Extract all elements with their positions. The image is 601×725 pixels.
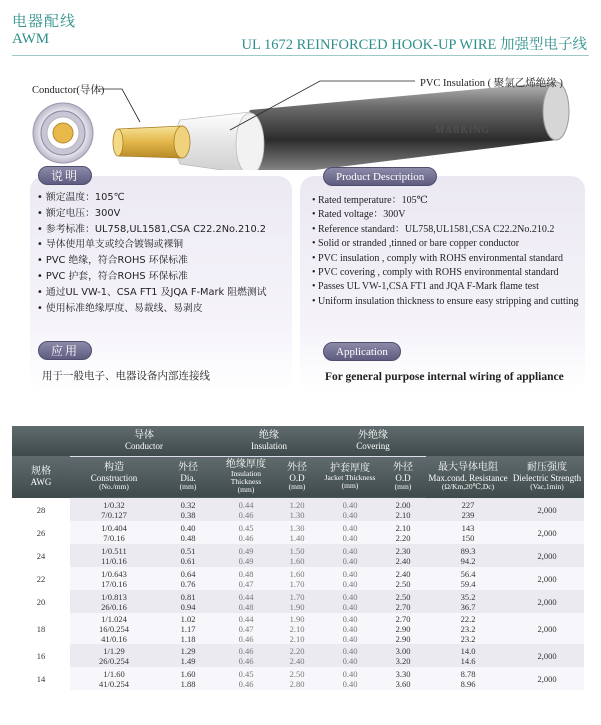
col-header-resistance: 最大导体电阻 Max.cond. Resistance (Ω/Km,20℃,Dc) [426, 456, 510, 498]
cell-jacket-thickness: 0.40 0.40 [320, 544, 380, 567]
col-header-insulation-od: 外径 O.D (mm) [274, 456, 320, 498]
list-item: • 额定温度：105℃ [37, 190, 292, 206]
cell-insulation-thickness: 0.46 0.46 [218, 644, 274, 667]
cell-covering-od: 2.50 2.70 [380, 590, 426, 613]
list-item: • 参考标准：UL758,UL1581,CSA C22.2No.210.2 [37, 222, 292, 238]
col-header-awg: 规格 AWG [12, 456, 70, 498]
cell-covering-od: 2.30 2.40 [380, 544, 426, 567]
cell-dia: 0.64 0.76 [158, 567, 218, 590]
product-title: UL 1672 REINFORCED HOOK-UP WIRE 加强型电子线 [241, 37, 587, 53]
list-item: • Rated temperature：105℃ [312, 194, 594, 208]
cell-awg: 20 [36, 596, 46, 607]
heading-description-cn: 说明 [38, 166, 92, 185]
cell-jacket-thickness: 0.40 0.40 [320, 644, 380, 667]
group-covering: 外绝缘 Covering [320, 426, 426, 456]
cell-dielectric: 2,000 [510, 590, 584, 613]
table-row [12, 667, 584, 690]
cell-construction: 1/0.404 7/0.16 [70, 521, 158, 544]
list-item: • Rated voltage：300V [312, 208, 594, 222]
cell-insulation-thickness: 0.49 0.49 [218, 544, 274, 567]
list-item: • 使用标准绝缘厚度、易裁线、易剥皮 [37, 301, 292, 317]
cell-construction: 1/0.643 17/0.16 [70, 567, 158, 590]
col-header-covering-od: 外径 O.D (mm) [380, 456, 426, 498]
table-row [12, 521, 584, 544]
marking-text: MARKING [435, 125, 490, 136]
heading-description-en: Product Description [323, 167, 437, 186]
header-divider [12, 55, 589, 56]
group-conductor: 导体 Conductor [70, 426, 218, 456]
list-item: • 额定电压：300V [37, 206, 292, 222]
cell-dielectric: 2,000 [510, 498, 584, 521]
col-header-dia: 外径 Dia. (mm) [158, 456, 218, 498]
header-en-title: AWM [12, 31, 50, 47]
cell-awg: 28 [36, 504, 46, 515]
table-row [12, 644, 584, 667]
cell-insulation-od: 2.50 2.80 [274, 667, 320, 690]
cell-insulation-thickness: 0.45 0.46 [218, 667, 274, 690]
col-header-dielectric: 耐压强度 Dielectric Strength (Vac,1min) [510, 456, 584, 498]
cell-dielectric: 2,000 [510, 667, 584, 690]
conductor-label: Conductor(导体) [32, 85, 105, 96]
cell-insulation-thickness: 0.44 0.47 0.46 [218, 613, 274, 644]
cell-jacket-thickness: 0.40 0.40 [320, 667, 380, 690]
cell-jacket-thickness: 0.40 0.40 [320, 590, 380, 613]
col-header-jacket-thickness: 护套厚度 Jacket Thickness (mm) [320, 456, 380, 498]
list-item: • Passes UL VW-1,CSA FT1 and JQA F-Mark flame test [312, 280, 594, 294]
cell-insulation-od: 1.50 1.60 [274, 544, 320, 567]
cell-covering-od: 3.30 3.60 [380, 667, 426, 690]
cell-construction: 1/1.024 16/0.254 41/0.16 [70, 613, 158, 644]
cell-insulation-thickness: 0.45 0.46 [218, 521, 274, 544]
cell-dia: 0.32 0.38 [158, 498, 218, 521]
cell-awg: 26 [36, 527, 46, 538]
cell-resistance: 14.0 14.6 [426, 644, 510, 667]
bullet-list-cn [37, 190, 292, 316]
cell-dia: 0.40 0.48 [158, 521, 218, 544]
spec-table-body [12, 498, 584, 690]
cell-covering-od: 2.10 2.20 [380, 521, 426, 544]
cell-resistance: 22.2 23.2 23.2 [426, 613, 510, 644]
list-item: • PVC covering , comply with ROHS environmental standard [312, 266, 594, 280]
list-item: • Solid or stranded ,tinned or bare copper conductor [312, 237, 594, 251]
cell-construction: 1/1.29 26/0.254 [70, 644, 158, 667]
cell-awg: 16 [36, 650, 46, 661]
cell-resistance: 89.3 94.2 [426, 544, 510, 567]
cell-resistance: 56.4 59.4 [426, 567, 510, 590]
cell-dia: 0.51 0.61 [158, 544, 218, 567]
cell-dia: 1.29 1.49 [158, 644, 218, 667]
cell-jacket-thickness: 0.40 0.40 [320, 498, 380, 521]
header-cn-title: 电器配线 [12, 12, 77, 30]
col-header-construction: 构造 Construction (No./mm) [70, 456, 158, 498]
table-row [12, 590, 584, 613]
cell-awg: 18 [36, 623, 46, 634]
table-row [12, 498, 584, 521]
cell-construction: 1/0.813 26/0.16 [70, 590, 158, 613]
cell-construction: 1/0.32 7/0.127 [70, 498, 158, 521]
cell-jacket-thickness: 0.40 0.40 [320, 521, 380, 544]
cell-dielectric: 2,000 [510, 521, 584, 544]
cell-insulation-od: 1.20 1.30 [274, 498, 320, 521]
cell-awg: 22 [36, 573, 46, 584]
cell-insulation-od: 1.70 1.90 [274, 590, 320, 613]
spec-table [12, 426, 584, 690]
cell-insulation-thickness: 0.44 0.48 [218, 590, 274, 613]
list-item: • PVC 护套，符合ROHS 环保标准 [37, 269, 292, 285]
table-row [12, 613, 584, 644]
cell-resistance: 143 150 [426, 521, 510, 544]
cell-dielectric: 2,000 [510, 644, 584, 667]
heading-application-cn: 应用 [38, 341, 92, 360]
cell-insulation-thickness: 0.44 0.46 [218, 498, 274, 521]
cell-insulation-thickness: 0.48 0.47 [218, 567, 274, 590]
list-item: • PVC insulation , comply with ROHS environmental standard [312, 252, 594, 266]
cell-dielectric: 2,000 [510, 613, 584, 644]
application-text-en: For general purpose internal wiring of appliance [325, 371, 564, 383]
cell-resistance: 8.78 8.96 [426, 667, 510, 690]
cell-dia: 1.02 1.17 1.18 [158, 613, 218, 644]
list-item: • 通过UL VW-1、CSA FT1 及JQA F-Mark 阻燃测试 [37, 285, 292, 301]
list-item: • Uniform insulation thickness to ensure easy stripping and cutting [312, 295, 594, 309]
group-insulation: 绝缘 Insulation [218, 426, 320, 456]
table-row [12, 567, 584, 590]
cell-awg: 14 [36, 673, 46, 684]
cell-jacket-thickness: 0.40 0.40 0.40 [320, 613, 380, 644]
cell-resistance: 227 239 [426, 498, 510, 521]
list-item: • PVC 绝缘，符合ROHS 环保标准 [37, 253, 292, 269]
cell-construction: 1/1.60 41/0.254 [70, 667, 158, 690]
cell-insulation-od: 1.60 1.70 [274, 567, 320, 590]
cell-covering-od: 3.00 3.20 [380, 644, 426, 667]
cell-covering-od: 2.70 2.90 2.90 [380, 613, 426, 644]
cell-jacket-thickness: 0.40 0.40 [320, 567, 380, 590]
cell-dielectric: 2,000 [510, 544, 584, 567]
cell-awg: 24 [36, 550, 46, 561]
heading-application-en: Application [323, 342, 401, 361]
table-row [12, 544, 584, 567]
cell-insulation-od: 1.90 2.10 2.10 [274, 613, 320, 644]
bullet-list-en [312, 194, 594, 309]
list-item: • Reference standard：UL758,UL1581,CSA C22.2No.210.2 [312, 223, 594, 237]
cell-resistance: 35.2 36.7 [426, 590, 510, 613]
cell-covering-od: 2.00 2.10 [380, 498, 426, 521]
cell-dia: 0.81 0.94 [158, 590, 218, 613]
cell-insulation-od: 2.20 2.40 [274, 644, 320, 667]
application-text-cn: 用于一般电子、电器设备内部连接线 [42, 370, 210, 382]
list-item: • 导体使用单支或绞合镀锡或裸铜 [37, 237, 292, 253]
cell-insulation-od: 1.30 1.40 [274, 521, 320, 544]
cell-dielectric: 2,000 [510, 567, 584, 590]
col-header-insulation-thickness: 绝缘厚度 Insulation Thickness (mm) [218, 456, 274, 498]
cell-dia: 1.60 1.88 [158, 667, 218, 690]
insulation-label: PVC Insulation ( 聚氯乙烯绝缘 ) [420, 78, 563, 89]
cell-construction: 1/0.511 11/0.16 [70, 544, 158, 567]
cell-covering-od: 2.40 2.50 [380, 567, 426, 590]
